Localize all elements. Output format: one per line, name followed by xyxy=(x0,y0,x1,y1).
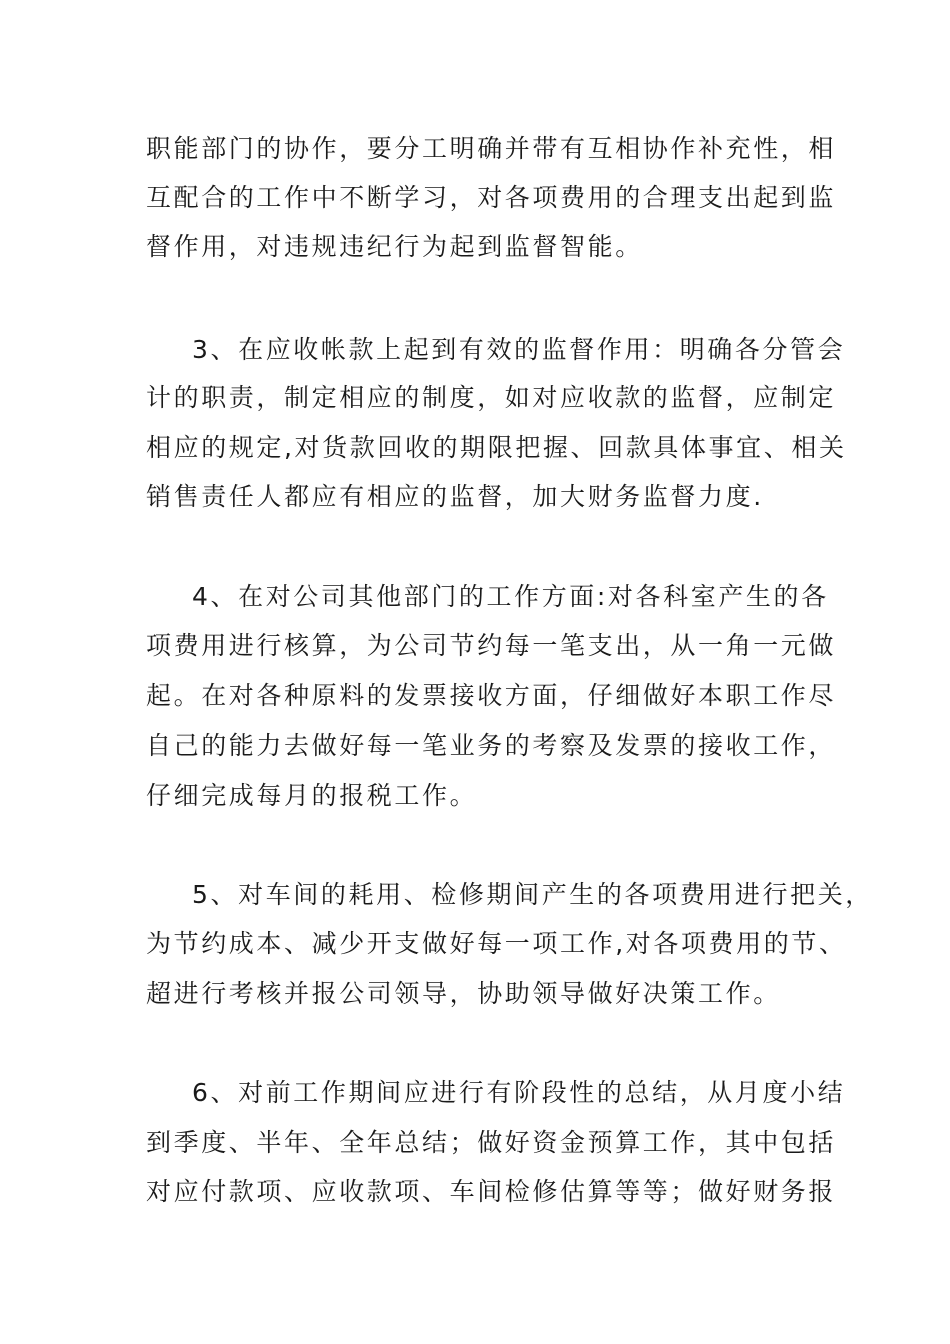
paragraph-line: 互配合的工作中不断学习，对各项费用的合理支出起到监 xyxy=(146,183,837,212)
paragraph-line: 为节约成本、减少开支做好每一项工作,对各项费用的节、 xyxy=(146,929,847,958)
paragraph-line: 到季度、半年、全年总结；做好资金预算工作，其中包括 xyxy=(146,1128,837,1157)
paragraph-line: 5、对车间的耗用、检修期间产生的各项费用进行把关， xyxy=(192,880,873,909)
paragraph-line: 4、在对公司其他部门的工作方面:对各科室产生的各 xyxy=(192,582,829,611)
paragraph-line: 3、在应收帐款上起到有效的监督作用：明确各分管会 xyxy=(192,335,846,364)
paragraph-line: 督作用，对违规违纪行为起到监督智能。 xyxy=(146,232,643,261)
paragraph-line: 对应付款项、应收款项、车间检修估算等等；做好财务报 xyxy=(146,1177,837,1206)
paragraph-line: 6、对前工作期间应进行有阶段性的总结，从月度小结 xyxy=(192,1078,846,1107)
paragraph-line: 销售责任人都应有相应的监督，加大财务监督力度. xyxy=(146,482,764,511)
paragraph-line: 相应的规定,对货款回收的期限把握、回款具体事宜、相关 xyxy=(146,433,847,462)
paragraph-line: 起。在对各种原料的发票接收方面，仔细做好本职工作尽 xyxy=(146,681,837,710)
paragraph-line: 职能部门的协作，要分工明确并带有互相协作补充性，相 xyxy=(146,134,837,163)
paragraph-line: 超进行考核并报公司领导，协助领导做好决策工作。 xyxy=(146,979,781,1008)
paragraph-line: 项费用进行核算，为公司节约每一笔支出，从一角一元做 xyxy=(146,631,837,660)
paragraph-line: 仔细完成每月的报税工作。 xyxy=(146,781,478,810)
paragraph-line: 自己的能力去做好每一笔业务的考察及发票的接收工作， xyxy=(146,731,837,760)
paragraph-line: 计的职责，制定相应的制度，如对应收款的监督，应制定 xyxy=(146,383,837,412)
